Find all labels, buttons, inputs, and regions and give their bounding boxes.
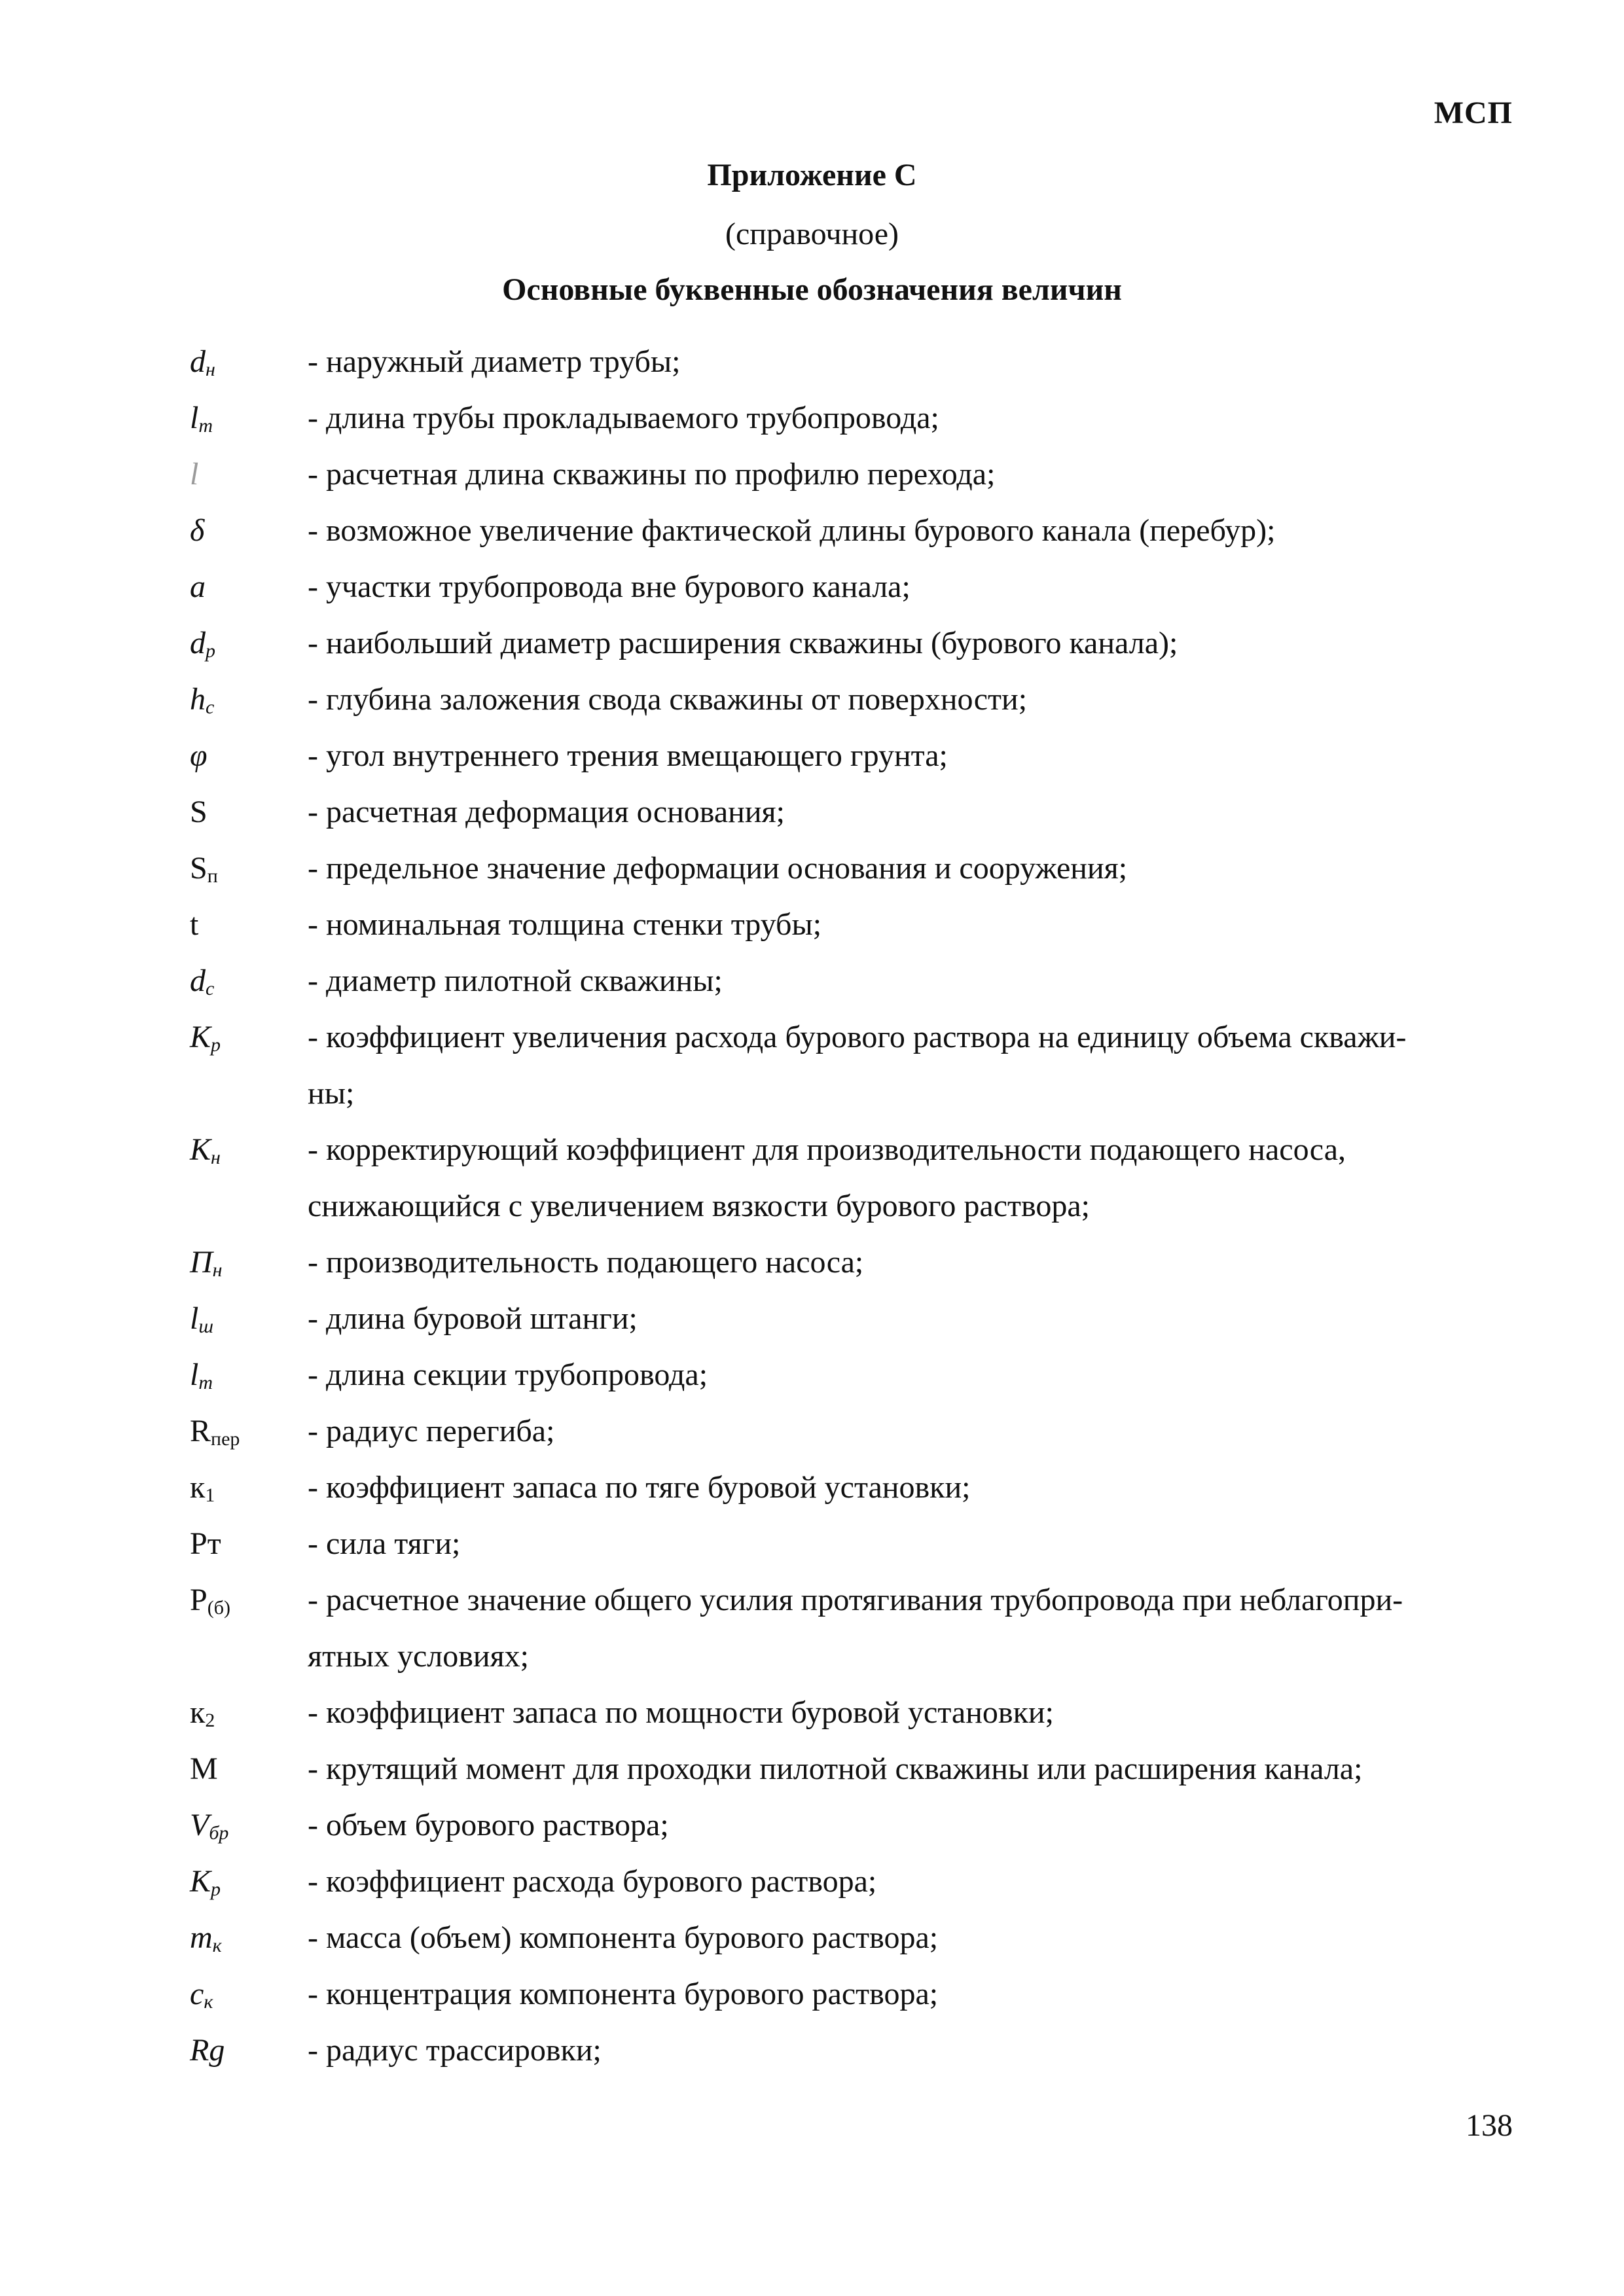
symbol-row [190,1516,1499,1572]
symbol-base: c [190,1977,204,2011]
symbol-subscript: п [207,865,218,887]
symbol-description: - коэффициент увеличения расхода бурового раствора на единицу объема скважи- ны; [308,1020,1407,1111]
symbol-description: - длина секции трубопровода; [308,1357,708,1392]
symbol-base: h [190,682,206,717]
symbol-description: - возможное увеличение фактической длины бурового канала (перебур); [308,513,1276,548]
symbol-row [190,559,1499,615]
symbol-description: - угол внутреннего трения вмещающего грунта; [308,738,948,773]
symbol-base: l [190,401,199,435]
symbol-subscript: p [211,1034,221,1056]
symbol-description: - номинальная толщина стенки трубы; [308,907,822,942]
symbol-description: - наружный диаметр трубы; [308,344,681,379]
symbol [190,1291,308,1347]
symbol-row [190,1403,1499,1460]
symbol-base: V [190,1808,209,1842]
symbol [190,728,308,784]
symbol-description: - диаметр пилотной скважины; [308,963,723,998]
symbol-base: Rg [190,2033,225,2068]
symbol-base: l [190,1357,199,1392]
symbol-base: d [190,626,206,660]
symbol-subscript: 1 [205,1484,215,1506]
symbols-list [190,334,1499,2079]
symbol-subscript: p [211,1878,221,1900]
symbol [190,953,308,1009]
symbol-subscript: c [206,978,215,999]
symbol [190,2022,308,2079]
symbol-description: - объем бурового раствора; [308,1808,669,1842]
symbol-row [190,615,1499,672]
symbol [190,1854,308,1910]
symbol-row [190,1291,1499,1347]
document-code: МСП [1434,96,1513,130]
symbol-base: М [190,1751,218,1786]
symbol [190,1347,308,1403]
symbol-description: - расчетное значение общего усилия протягивания трубопровода при неблагопри- ятных условиях; [308,1583,1403,1674]
symbol [190,1234,308,1291]
symbol-base: K [190,1864,211,1899]
symbol-base: d [190,963,206,998]
symbol-description: - крутящий момент для проходки пилотной скважины или расширения канала; [308,1751,1363,1786]
symbol-row [190,1966,1499,2022]
symbol-row [190,784,1499,840]
symbol-base: φ [190,738,208,773]
symbol-subscript: н [212,1259,223,1281]
symbol [190,1403,308,1460]
symbol-base: к [190,1470,206,1505]
symbol-description: - масса (объем) компонента бурового раствора; [308,1920,939,1955]
symbol-description: - концентрация компонента бурового раствора; [308,1977,939,2011]
symbol-subscript: ш [198,1316,213,1337]
symbol-row [190,897,1499,953]
symbol [190,446,308,503]
symbol-description: - длина трубы прокладываемого трубопровода; [308,401,939,435]
symbol [190,1122,308,1178]
symbol-row [190,503,1499,559]
symbol-base: S [190,795,208,829]
symbol-base: m [190,1920,213,1955]
symbol-description: - расчетная деформация основания; [308,795,785,829]
symbol-base: d [190,344,206,379]
symbol [190,1572,308,1628]
symbol-description: - радиус перегиба; [308,1414,555,1448]
symbol-base: S [190,851,208,886]
symbol-description: - длина буровой штанги; [308,1301,638,1336]
symbol-base: l [190,1301,199,1336]
symbol-description: - расчетная длина скважины по профилю перехода; [308,457,996,492]
symbol-base: Рт [190,1526,221,1561]
symbol-description: - коэффициент запаса по мощности буровой установки; [308,1695,1054,1730]
symbol-description: - наибольший диаметр расширения скважины (бурового канала); [308,626,1178,660]
symbol [190,1966,308,2022]
symbol-subscript: пер [211,1428,240,1450]
symbol-row [190,1854,1499,1910]
symbol-subscript: p [206,640,215,662]
symbol-row [190,728,1499,784]
symbol-row [190,1460,1499,1516]
symbol [190,615,308,672]
symbol-base: к [190,1695,206,1730]
symbol-subscript: н [206,359,215,380]
symbol-base: K [190,1132,211,1167]
symbol-row [190,840,1499,897]
symbol-base: δ [190,513,205,548]
symbol-row [190,334,1499,390]
symbol [190,390,308,446]
symbol [190,1009,308,1066]
symbol-row [190,1347,1499,1403]
symbol-row [190,1572,1499,1685]
symbol [190,1516,308,1572]
symbol [190,503,308,559]
symbol-description: - коэффициент запаса по тяге буровой установки; [308,1470,971,1505]
symbol [190,559,308,615]
symbol [190,897,308,953]
symbol-description: - коэффициент расхода бурового раствора; [308,1864,877,1899]
appendix-title: Приложение С [707,158,917,192]
symbol-description: - участки трубопровода вне бурового канала; [308,569,911,604]
symbol-base: a [190,569,206,604]
symbol [190,1460,308,1516]
symbol-row [190,672,1499,728]
appendix-note: (справочное) [725,217,899,251]
symbol-row [190,390,1499,446]
symbol [190,1685,308,1741]
symbol-description: - радиус трассировки; [308,2033,602,2068]
symbol-base: l [190,457,199,492]
symbol-base: K [190,1020,211,1054]
symbol-subscript: т [198,1372,213,1393]
symbol-description: - предельное значение деформации основания и сооружения; [308,851,1128,886]
symbol-description: - корректирующий коэффициент для производительности подающего насоса, снижающийся с увеличением вязкости бурового раствора; [308,1132,1346,1223]
page-number: 138 [1466,2108,1513,2143]
symbol-subscript: бр [209,1822,229,1844]
symbol [190,672,308,728]
symbol-base: Р [190,1583,208,1617]
symbol-row [190,1910,1499,1966]
symbol-subscript: к [204,1991,213,2013]
symbol-base: П [190,1245,213,1280]
symbol-row [190,1741,1499,1797]
symbol [190,334,308,390]
symbol-subscript: т [198,415,213,437]
symbol-row [190,2022,1499,2079]
symbol-subscript: н [211,1147,221,1168]
symbol-row [190,1122,1499,1234]
symbol-base: R [190,1414,211,1448]
symbol [190,1741,308,1797]
symbol-subscript: (б) [207,1597,230,1619]
section-title: Основные буквенные обозначения величин [502,272,1122,307]
symbol-row [190,1797,1499,1854]
symbol [190,1910,308,1966]
symbol [190,1797,308,1854]
symbol-row [190,1685,1499,1741]
symbol-description: - сила тяги; [308,1526,461,1561]
symbol [190,784,308,840]
symbol-row [190,1009,1499,1122]
symbol-base: t [190,907,199,942]
symbol-subscript: c [206,696,215,718]
symbol-row [190,953,1499,1009]
symbol-row [190,446,1499,503]
symbol-subscript: 2 [205,1710,215,1731]
symbol [190,840,308,897]
symbol-subscript: к [212,1935,222,1956]
symbol-row [190,1234,1499,1291]
symbol-description: - производительность подающего насоса; [308,1245,864,1280]
symbol-description: - глубина заложения свода скважины от поверхности; [308,682,1028,717]
